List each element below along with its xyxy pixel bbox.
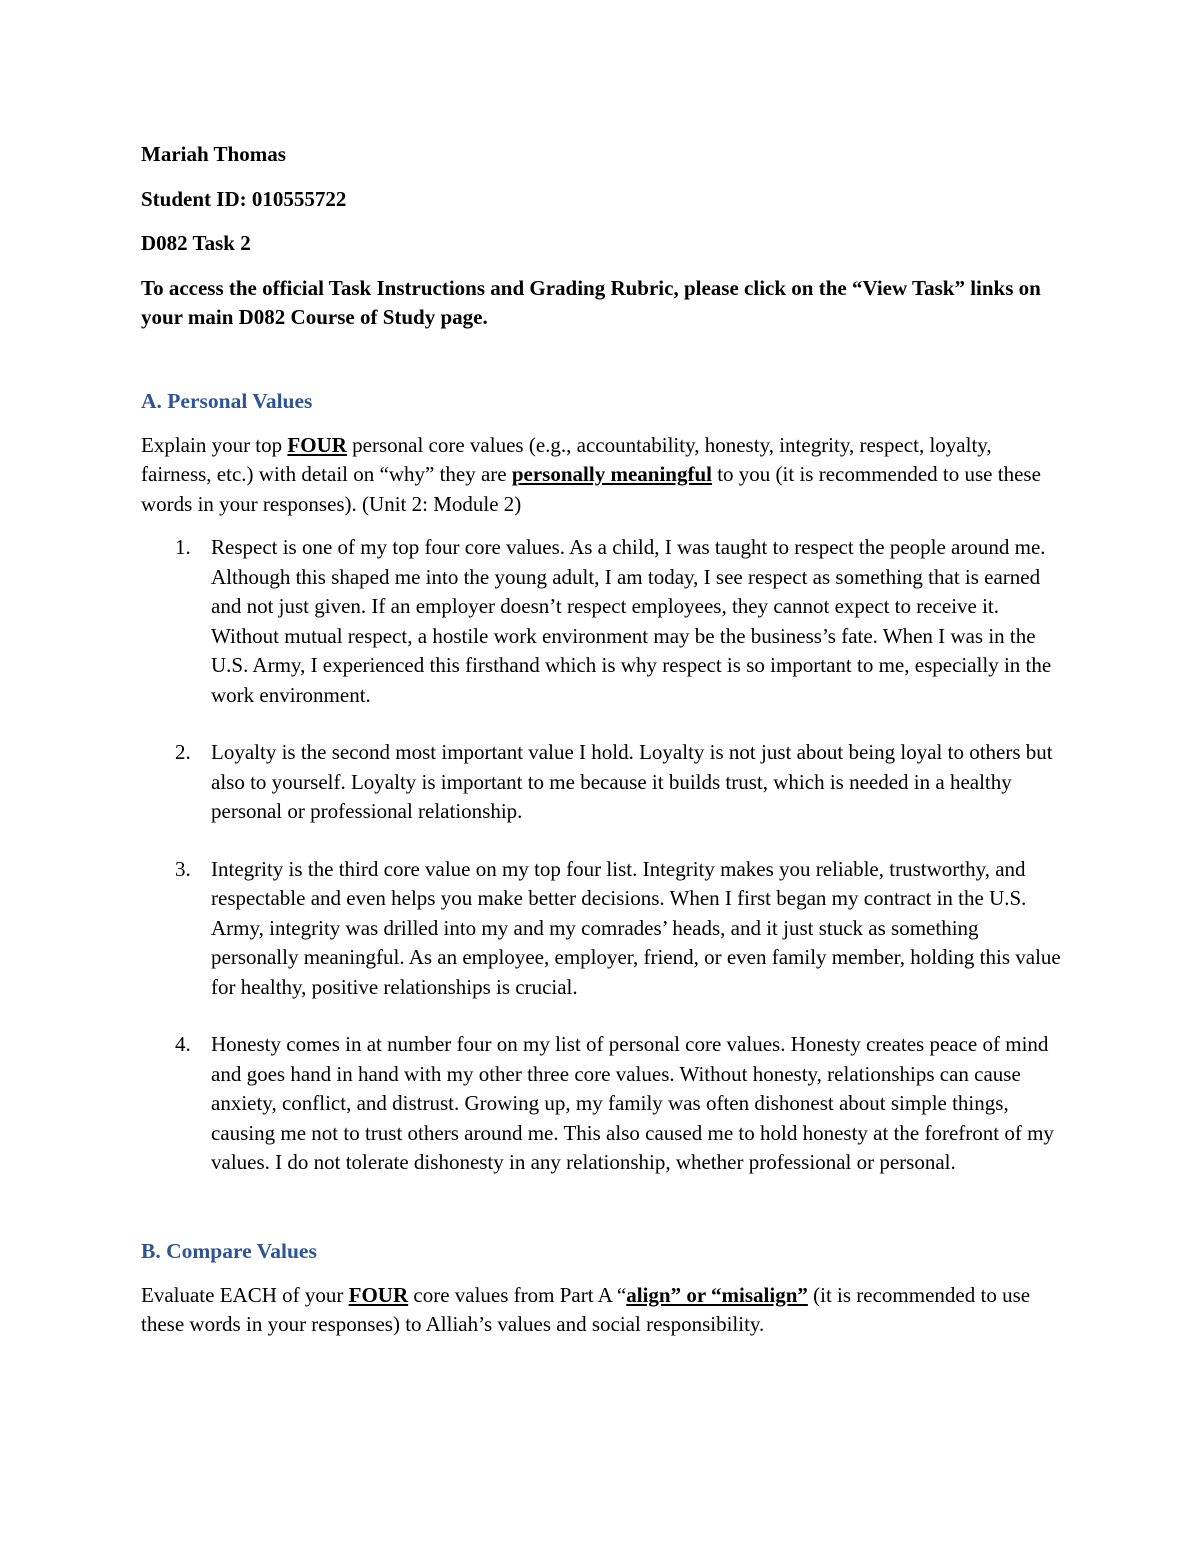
author-name: Mariah Thomas [141, 142, 286, 166]
values-list [141, 533, 1061, 1178]
list-item: 4. Honesty comes in at number four on my list of personal core values. Honesty creates peace of mind and goes hand in hand with my other three core values. Without honesty, relationships can cause anxiety, conflict, and distrust. Growing up, my family was often dishonest about simple things, causing me not to trust others around me. This also caused me to hold honesty at the forefront of my values. I do not tolerate dishonesty in any relationship, whether professional or personal. [175, 1032, 1054, 1174]
student-id: Student ID: 010555722 [141, 186, 347, 211]
list-item: 1. Respect is one of my top four core values. As a child, I was taught to respect the people around me. Although this shaped me into the young adult, I am today, I see respect as something that is earned and not just given. If an employer doesn’t respect employees, they cannot expect to receive it. Without mutual respect, a hostile work environment may be the business’s fate. When I was in the U.S. Army, I experienced this firsthand which is why respect is so important to me, especially in the work environment. [175, 535, 1052, 707]
section-a-prompt: Explain your top FOUR personal core values (e.g., accountability, honesty, integrity, respect, loyalty, fairness, etc.) with detail on “why” they are personally meaningful to you (it is recommended to use these words in your responses). (Unit 2: Module 2) [141, 432, 1041, 516]
list-item: 2. Loyalty is the second most important value I hold. Loyalty is not just about being loyal to others but also to yourself. Loyalty is important to me because it builds trust, which is needed in a healthy personal or professional relationship. [175, 740, 1053, 823]
section-b-prompt: Evaluate EACH of your FOUR core values from Part A “align” or “misalign” (it is recommended to use these words in your responses) to Alliah’s values and social responsibility. [141, 1282, 1031, 1336]
access-note: To access the official Task Instructions and Grading Rubric, please click on the “View Task” links on your main D082 Course of Study page. [141, 275, 1041, 329]
task-title: D082 Task 2 [141, 231, 251, 255]
section-b-heading: B. Compare Values [141, 1238, 317, 1263]
section-a-heading: A. Personal Values [141, 388, 313, 413]
list-item: 3. Integrity is the third core value on my top four list. Integrity makes you reliable, trustworthy, and respectable and even helps you make better decisions. When I first began my contract in the U.S. Army, integrity was drilled into my and my comrades’ heads, and it just stuck as something personally meaningful. As an employee, employer, friend, or even family member, holding this value for healthy, positive relationships is crucial. [175, 856, 1061, 999]
document-page [141, 140, 1061, 1340]
